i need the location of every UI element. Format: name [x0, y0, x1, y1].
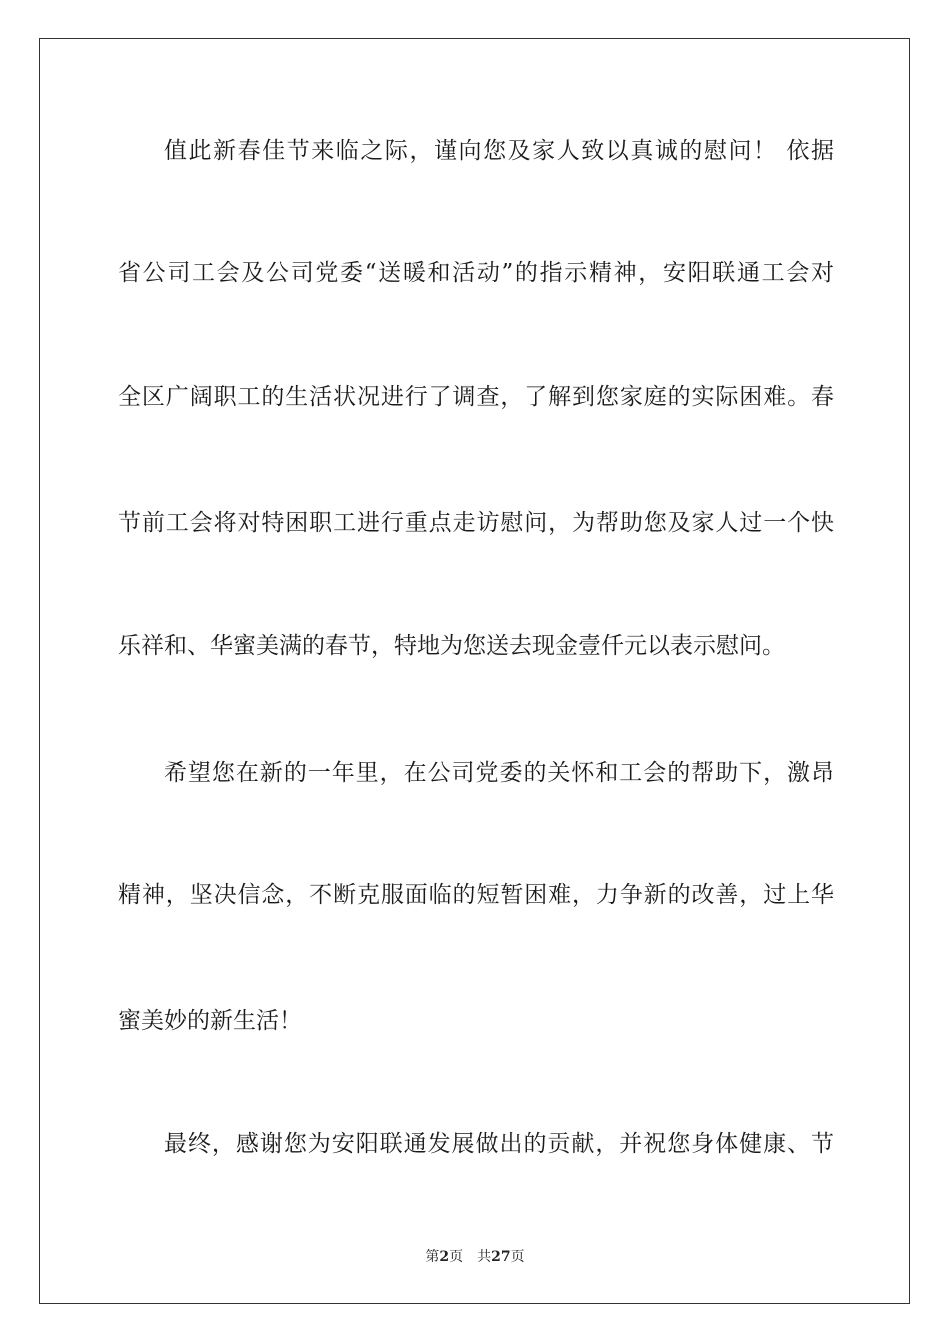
- paragraph-2-line-3: 蜜美妙的新生活！: [118, 1008, 302, 1034]
- paragraph-2-line-1: 希望您在新的一年里，在公司党委的关怀和工会的帮助下，激昂: [164, 760, 834, 786]
- paragraph-1-line-3: 全区广阔职工的生活状况进行了调查，了解到您家庭的实际困难。春: [118, 384, 834, 410]
- paragraph-1-line-4: 节前工会将对特困职工进行重点走访慰问，为帮助您及家人过一个快: [118, 510, 834, 536]
- paragraph-2-line-2: 精神，坚决信念，不断克服面临的短暂困难，力争新的改善，过上华: [118, 882, 834, 908]
- footer-total-suffix: 页: [510, 1249, 525, 1265]
- footer-page-prefix: 第: [425, 1249, 440, 1265]
- page-footer: [0, 1248, 950, 1266]
- footer-page-suffix: 页: [449, 1249, 464, 1265]
- footer-page-number: 2: [439, 1249, 450, 1265]
- footer-total-prefix: 共: [477, 1249, 492, 1265]
- footer-total-pages: 27: [491, 1249, 511, 1265]
- paragraph-1-line-5: 乐祥和、华蜜美满的春节，特地为您送去现金壹仟元以表示慰问。: [118, 633, 785, 659]
- paragraph-1-line-2: 省公司工会及公司党委“送暖和活动”的指示精神，安阳联通工会对: [118, 260, 834, 286]
- paragraph-3-line-1: 最终，感谢您为安阳联通发展做出的贡献，并祝您身体健康、节: [164, 1131, 834, 1157]
- paragraph-1-line-1: 值此新春佳节来临之际，谨向您及家人致以真诚的慰问！ 依据: [164, 138, 834, 164]
- page-border: [39, 38, 910, 1304]
